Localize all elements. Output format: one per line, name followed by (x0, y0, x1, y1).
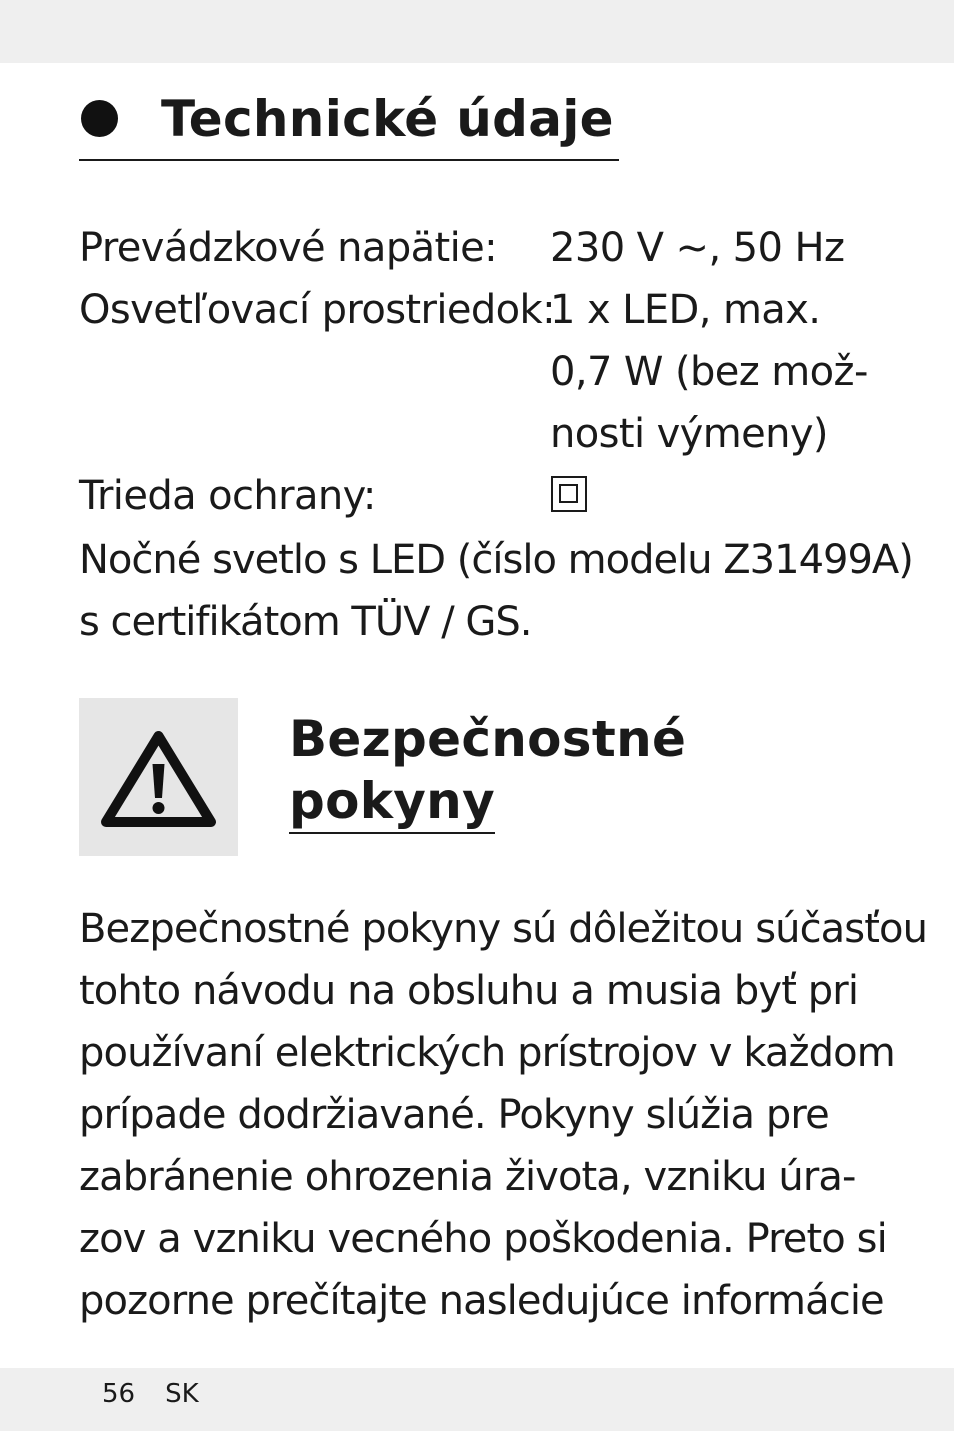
paragraph-line: používaní elektrických prístrojov v každom (79, 1030, 895, 1076)
spec-label-protection-class: Trieda ochrany: (79, 473, 376, 519)
spec-label-light-source: Osvetľovací prostriedok: (79, 287, 555, 333)
paragraph-line: prípade dodržiavané. Pokyny slúžia pre (79, 1092, 829, 1138)
warning-triangle-icon (79, 698, 238, 856)
protection-class-ii-icon (551, 476, 587, 512)
section-title: Technické údaje (161, 90, 614, 148)
note-line: Nočné svetlo s LED (číslo modelu Z31499A) (79, 537, 913, 583)
section-heading-technical (79, 88, 619, 161)
spec-value-voltage: 230 V ~, 50 Hz (550, 225, 845, 271)
section-title-line: Bezpečnostné (289, 710, 687, 768)
section-title-line: pokyny (289, 770, 495, 834)
page-number: 56 (102, 1379, 136, 1409)
paragraph-line: pozorne prečítajte nasledujúce informácie (79, 1278, 884, 1324)
top-band (0, 0, 954, 63)
paragraph-line: zov a vzniku vecného poškodenia. Preto si (79, 1216, 887, 1262)
language-code: SK (165, 1379, 199, 1409)
page-footer (102, 1376, 199, 1412)
spec-label-voltage: Prevádzkové napätie: (79, 225, 498, 271)
bullet-icon (81, 100, 118, 137)
certification-note (79, 529, 913, 653)
paragraph-line: tohto návodu na obsluhu a musia byť pri (79, 968, 859, 1014)
note-line: s certifikátom TÜV / GS. (79, 599, 532, 645)
spec-value-light-source-line: nosti výmeny) (550, 411, 828, 457)
paragraph-line: Bezpečnostné pokyny sú dôležitou súčasťou (79, 906, 928, 952)
safety-paragraph (79, 898, 928, 1332)
warning-icon-box (79, 698, 238, 856)
spec-value-light-source-line: 0,7 W (bez mož- (550, 349, 868, 395)
paragraph-line: zabránenie ohrozenia života, vzniku úra- (79, 1154, 856, 1200)
spec-value-light-source-line: 1 x LED, max. (550, 287, 821, 333)
section-heading-safety (289, 708, 686, 834)
